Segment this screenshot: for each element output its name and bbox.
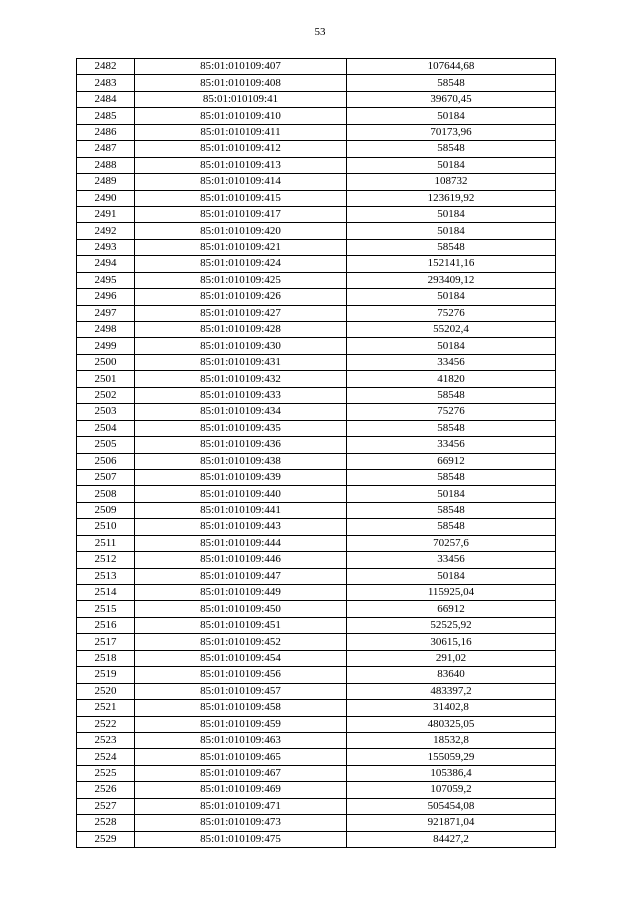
cadastral-number-cell: 85:01:010109:441 (135, 502, 347, 518)
row-number-cell: 2508 (77, 486, 135, 502)
table-row (77, 798, 556, 814)
row-number-cell: 2495 (77, 272, 135, 288)
cadastral-number-cell: 85:01:010109:424 (135, 256, 347, 272)
cadastral-value-cell: 50184 (347, 289, 556, 305)
row-number-cell: 2492 (77, 223, 135, 239)
row-number-cell: 2496 (77, 289, 135, 305)
table-row (77, 617, 556, 633)
cadastral-number-cell: 85:01:010109:428 (135, 322, 347, 338)
cadastral-value-cell: 41820 (347, 371, 556, 387)
cadastral-value-cell: 107644,68 (347, 59, 556, 75)
row-number-cell: 2501 (77, 371, 135, 387)
cadastral-number-cell: 85:01:010109:473 (135, 815, 347, 831)
cadastral-number-cell: 85:01:010109:456 (135, 667, 347, 683)
cadastral-number-cell: 85:01:010109:446 (135, 552, 347, 568)
cadastral-value-cell: 50184 (347, 223, 556, 239)
table-row (77, 420, 556, 436)
cadastral-number-cell: 85:01:010109:417 (135, 206, 347, 222)
table-row (77, 552, 556, 568)
row-number-cell: 2513 (77, 568, 135, 584)
table-row (77, 190, 556, 206)
cadastral-value-cell: 66912 (347, 601, 556, 617)
cadastral-number-cell: 85:01:010109:459 (135, 716, 347, 732)
cadastral-value-cell: 70173,96 (347, 124, 556, 140)
cadastral-number-cell: 85:01:010109:426 (135, 289, 347, 305)
cadastral-number-cell: 85:01:010109:475 (135, 831, 347, 847)
row-number-cell: 2520 (77, 683, 135, 699)
cadastral-value-cell: 480325,05 (347, 716, 556, 732)
cadastral-value-cell: 70257,6 (347, 535, 556, 551)
cadastral-number-cell: 85:01:010109:430 (135, 338, 347, 354)
cadastral-number-cell: 85:01:010109:407 (135, 59, 347, 75)
cadastral-value-cell: 30615,16 (347, 634, 556, 650)
table-row (77, 322, 556, 338)
cadastral-value-cell: 55202,4 (347, 322, 556, 338)
table-row (77, 239, 556, 255)
row-number-cell: 2525 (77, 765, 135, 781)
table-row (77, 700, 556, 716)
cadastral-number-cell: 85:01:010109:432 (135, 371, 347, 387)
table-row (77, 59, 556, 75)
cadastral-value-cell: 108732 (347, 174, 556, 190)
table-row (77, 716, 556, 732)
table-row (77, 782, 556, 798)
table-row (77, 223, 556, 239)
table-row (77, 749, 556, 765)
row-number-cell: 2503 (77, 404, 135, 420)
table-row (77, 585, 556, 601)
table-row (77, 831, 556, 847)
row-number-cell: 2491 (77, 206, 135, 222)
cadastral-value-cell: 293409,12 (347, 272, 556, 288)
cadastral-value-cell: 84427,2 (347, 831, 556, 847)
cadastral-value-cell: 39670,45 (347, 91, 556, 107)
cadastral-number-cell: 85:01:010109:431 (135, 354, 347, 370)
cadastral-number-cell: 85:01:010109:414 (135, 174, 347, 190)
cadastral-value-cell: 52525,92 (347, 617, 556, 633)
table-row (77, 650, 556, 666)
row-number-cell: 2529 (77, 831, 135, 847)
row-number-cell: 2511 (77, 535, 135, 551)
table-row (77, 289, 556, 305)
cadastral-number-cell: 85:01:010109:463 (135, 732, 347, 748)
table-row (77, 683, 556, 699)
cadastral-value-cell: 58548 (347, 502, 556, 518)
row-number-cell: 2494 (77, 256, 135, 272)
table-row (77, 765, 556, 781)
cadastral-number-cell: 85:01:010109:412 (135, 141, 347, 157)
row-number-cell: 2507 (77, 469, 135, 485)
row-number-cell: 2514 (77, 585, 135, 601)
cadastral-value-cell: 58548 (347, 387, 556, 403)
cadastral-value-table (76, 58, 556, 848)
cadastral-value-cell: 105386,4 (347, 765, 556, 781)
row-number-cell: 2504 (77, 420, 135, 436)
cadastral-number-cell: 85:01:010109:469 (135, 782, 347, 798)
cadastral-number-cell: 85:01:010109:433 (135, 387, 347, 403)
row-number-cell: 2499 (77, 338, 135, 354)
table-row (77, 206, 556, 222)
table-body (77, 59, 556, 848)
row-number-cell: 2497 (77, 305, 135, 321)
cadastral-number-cell: 85:01:010109:435 (135, 420, 347, 436)
row-number-cell: 2484 (77, 91, 135, 107)
page-number: 53 (314, 26, 326, 38)
table-row (77, 486, 556, 502)
cadastral-number-cell: 85:01:010109:439 (135, 469, 347, 485)
table-row (77, 108, 556, 124)
row-number-cell: 2489 (77, 174, 135, 190)
table-row (77, 354, 556, 370)
cadastral-number-cell: 85:01:010109:411 (135, 124, 347, 140)
cadastral-number-cell: 85:01:010109:454 (135, 650, 347, 666)
table-row (77, 535, 556, 551)
cadastral-value-cell: 58548 (347, 239, 556, 255)
table-row (77, 667, 556, 683)
cadastral-value-cell: 75276 (347, 404, 556, 420)
table-row (77, 124, 556, 140)
table-row (77, 371, 556, 387)
cadastral-value-cell: 152141,16 (347, 256, 556, 272)
table-row (77, 732, 556, 748)
cadastral-value-cell: 58548 (347, 469, 556, 485)
cadastral-number-cell: 85:01:010109:408 (135, 75, 347, 91)
table-row (77, 601, 556, 617)
table-row (77, 157, 556, 173)
cadastral-number-cell: 85:01:010109:420 (135, 223, 347, 239)
cadastral-value-cell: 50184 (347, 157, 556, 173)
cadastral-number-cell: 85:01:010109:471 (135, 798, 347, 814)
row-number-cell: 2483 (77, 75, 135, 91)
cadastral-value-cell: 75276 (347, 305, 556, 321)
cadastral-number-cell: 85:01:010109:452 (135, 634, 347, 650)
table-row (77, 305, 556, 321)
row-number-cell: 2519 (77, 667, 135, 683)
cadastral-value-cell: 83640 (347, 667, 556, 683)
row-number-cell: 2524 (77, 749, 135, 765)
table-row (77, 387, 556, 403)
row-number-cell: 2502 (77, 387, 135, 403)
row-number-cell: 2487 (77, 141, 135, 157)
row-number-cell: 2488 (77, 157, 135, 173)
cadastral-value-cell: 50184 (347, 108, 556, 124)
cadastral-number-cell: 85:01:010109:410 (135, 108, 347, 124)
cadastral-number-cell: 85:01:010109:41 (135, 91, 347, 107)
row-number-cell: 2518 (77, 650, 135, 666)
row-number-cell: 2500 (77, 354, 135, 370)
table-row (77, 502, 556, 518)
cadastral-number-cell: 85:01:010109:440 (135, 486, 347, 502)
table-row (77, 469, 556, 485)
cadastral-value-cell: 33456 (347, 437, 556, 453)
row-number-cell: 2516 (77, 617, 135, 633)
table-row (77, 815, 556, 831)
table-row (77, 568, 556, 584)
cadastral-value-cell: 921871,04 (347, 815, 556, 831)
cadastral-value-cell: 50184 (347, 568, 556, 584)
row-number-cell: 2498 (77, 322, 135, 338)
cadastral-value-cell: 291,02 (347, 650, 556, 666)
row-number-cell: 2485 (77, 108, 135, 124)
row-number-cell: 2509 (77, 502, 135, 518)
row-number-cell: 2526 (77, 782, 135, 798)
table-row (77, 634, 556, 650)
row-number-cell: 2515 (77, 601, 135, 617)
row-number-cell: 2490 (77, 190, 135, 206)
cadastral-number-cell: 85:01:010109:467 (135, 765, 347, 781)
row-number-cell: 2527 (77, 798, 135, 814)
cadastral-value-cell: 18532,8 (347, 732, 556, 748)
cadastral-number-cell: 85:01:010109:449 (135, 585, 347, 601)
row-number-cell: 2521 (77, 700, 135, 716)
table-row (77, 453, 556, 469)
cadastral-number-cell: 85:01:010109:413 (135, 157, 347, 173)
row-number-cell: 2493 (77, 239, 135, 255)
table-row (77, 338, 556, 354)
row-number-cell: 2517 (77, 634, 135, 650)
cadastral-number-cell: 85:01:010109:457 (135, 683, 347, 699)
cadastral-number-cell: 85:01:010109:444 (135, 535, 347, 551)
row-number-cell: 2482 (77, 59, 135, 75)
cadastral-value-cell: 155059,29 (347, 749, 556, 765)
cadastral-number-cell: 85:01:010109:421 (135, 239, 347, 255)
cadastral-value-cell: 505454,08 (347, 798, 556, 814)
cadastral-value-cell: 58548 (347, 141, 556, 157)
table-row (77, 519, 556, 535)
table-row (77, 91, 556, 107)
row-number-cell: 2528 (77, 815, 135, 831)
cadastral-value-cell: 50184 (347, 486, 556, 502)
cadastral-value-cell: 50184 (347, 206, 556, 222)
cadastral-number-cell: 85:01:010109:427 (135, 305, 347, 321)
row-number-cell: 2505 (77, 437, 135, 453)
cadastral-value-cell: 115925,04 (347, 585, 556, 601)
cadastral-number-cell: 85:01:010109:458 (135, 700, 347, 716)
table-row (77, 256, 556, 272)
cadastral-value-cell: 483397,2 (347, 683, 556, 699)
cadastral-value-cell: 66912 (347, 453, 556, 469)
cadastral-number-cell: 85:01:010109:438 (135, 453, 347, 469)
table-row (77, 174, 556, 190)
cadastral-value-cell: 58548 (347, 519, 556, 535)
cadastral-value-cell: 107059,2 (347, 782, 556, 798)
row-number-cell: 2512 (77, 552, 135, 568)
row-number-cell: 2486 (77, 124, 135, 140)
table-row (77, 272, 556, 288)
cadastral-number-cell: 85:01:010109:425 (135, 272, 347, 288)
row-number-cell: 2522 (77, 716, 135, 732)
cadastral-value-cell: 58548 (347, 75, 556, 91)
cadastral-number-cell: 85:01:010109:443 (135, 519, 347, 535)
row-number-cell: 2510 (77, 519, 135, 535)
row-number-cell: 2506 (77, 453, 135, 469)
cadastral-value-cell: 123619,92 (347, 190, 556, 206)
cadastral-number-cell: 85:01:010109:447 (135, 568, 347, 584)
cadastral-value-cell: 33456 (347, 354, 556, 370)
cadastral-number-cell: 85:01:010109:436 (135, 437, 347, 453)
cadastral-number-cell: 85:01:010109:450 (135, 601, 347, 617)
cadastral-value-cell: 58548 (347, 420, 556, 436)
table-row (77, 141, 556, 157)
cadastral-value-cell: 50184 (347, 338, 556, 354)
table-row (77, 404, 556, 420)
table-row (77, 75, 556, 91)
cadastral-value-cell: 31402,8 (347, 700, 556, 716)
cadastral-value-cell: 33456 (347, 552, 556, 568)
table-row (77, 437, 556, 453)
cadastral-number-cell: 85:01:010109:415 (135, 190, 347, 206)
cadastral-number-cell: 85:01:010109:465 (135, 749, 347, 765)
cadastral-number-cell: 85:01:010109:434 (135, 404, 347, 420)
row-number-cell: 2523 (77, 732, 135, 748)
cadastral-number-cell: 85:01:010109:451 (135, 617, 347, 633)
